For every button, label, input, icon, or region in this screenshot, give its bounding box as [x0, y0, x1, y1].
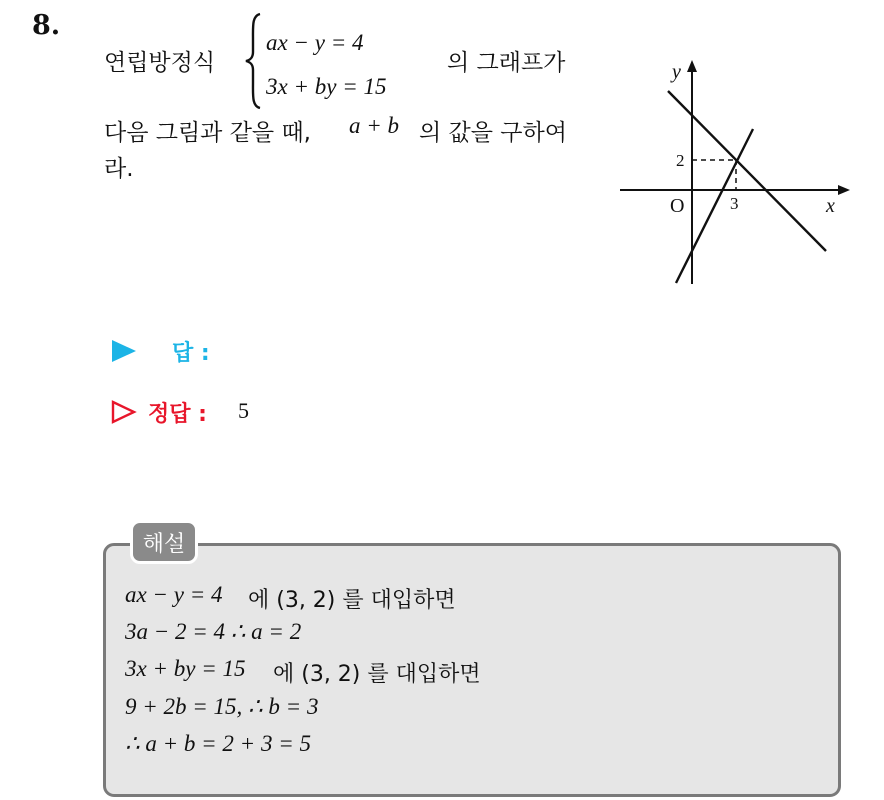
solution-line-2: 3a − 2 = 4 ∴ a = 2: [125, 619, 302, 644]
question-line2-math: a + b: [349, 113, 400, 138]
system-equation-1: ax − y = 4: [266, 30, 364, 55]
x-axis-label: x: [826, 195, 835, 217]
solution-line-1-math: ax − y = 4: [125, 582, 223, 607]
question-line2-a: 다음 그림과 같을 때,: [104, 120, 311, 146]
solution-line-1-text: 에 (3, 2) 를 대입하면: [248, 588, 456, 613]
y-tick-label: 2: [676, 151, 685, 170]
question-line2-b: 의 값을 구하여: [419, 120, 567, 146]
graph-line-1: [676, 129, 753, 283]
question-tail: 의 그래프가: [447, 50, 566, 76]
y-axis-arrow-icon: [687, 60, 697, 72]
solution-line-4: 9 + 2b = 15, ∴ b = 3: [125, 694, 319, 719]
line-graph: [612, 56, 852, 292]
solution-tab: 해설: [130, 520, 198, 564]
system-equation-2: 3x + by = 15: [266, 74, 387, 99]
question-line3: 라.: [104, 156, 134, 182]
question-lead: 연립방정식: [104, 50, 216, 76]
system-brace: [244, 12, 264, 110]
x-axis-arrow-icon: [838, 185, 850, 195]
solution-line-3-math: 3x + by = 15: [125, 656, 246, 681]
correct-arrow-icon: [111, 400, 137, 424]
solution-line-3-text: 에 (3, 2) 를 대입하면: [273, 662, 481, 687]
answer-label: 답 :: [172, 341, 210, 366]
correct-value: 5: [238, 398, 249, 423]
answer-arrow-icon: [112, 340, 136, 362]
correct-label: 정답 :: [148, 402, 207, 427]
origin-label: O: [670, 195, 685, 217]
question-number: 8.: [32, 10, 61, 41]
solution-line-5: ∴ a + b = 2 + 3 = 5: [125, 731, 311, 756]
y-axis-label: y: [672, 61, 681, 83]
x-tick-label: 3: [730, 194, 739, 213]
